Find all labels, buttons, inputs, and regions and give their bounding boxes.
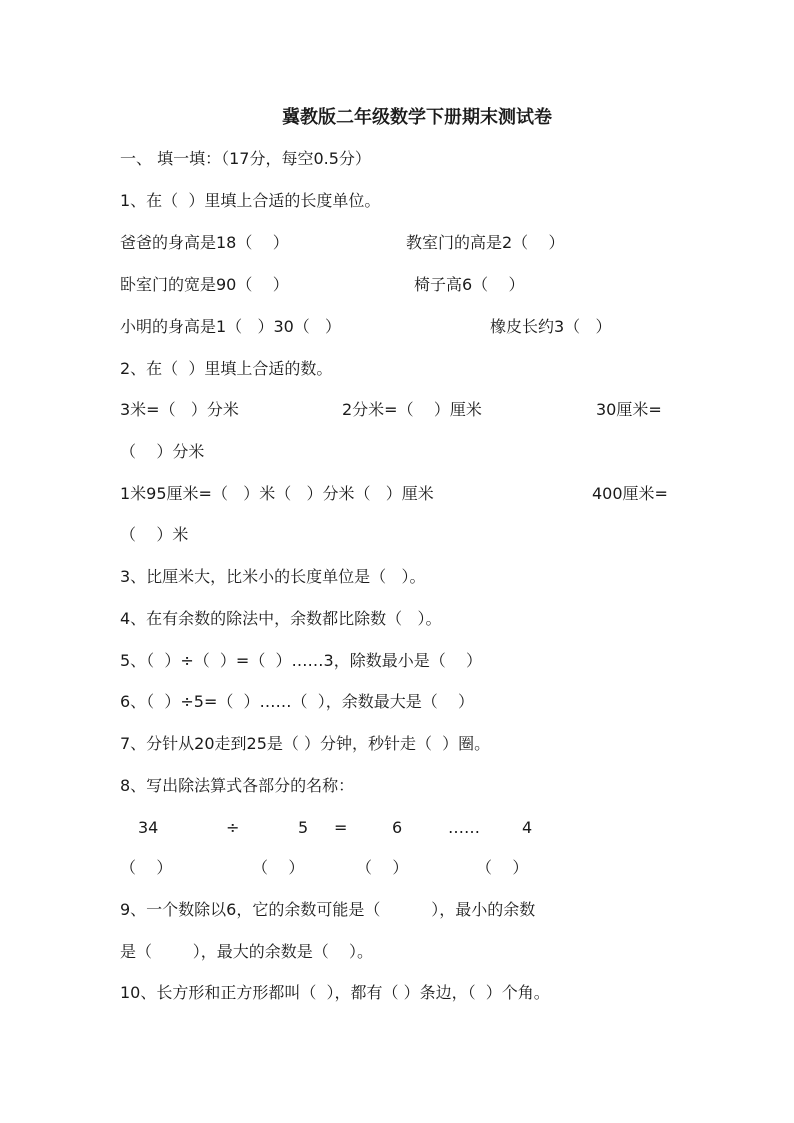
question-6: 6、（ ）÷5=（ ）……（ ），余数最大是（ ） bbox=[120, 692, 475, 711]
q8-equals-sign: = bbox=[334, 818, 348, 837]
q8-quotient: 6 bbox=[392, 818, 403, 837]
q1-item-e: 小明的身高是1（ ）30（ ） bbox=[120, 317, 342, 336]
section-heading: 一、 填一填：（17分，每空0.5分） bbox=[120, 149, 371, 168]
q1-item-a: 爸爸的身高是18（ ） bbox=[120, 233, 289, 252]
question-10: 10、长方形和正方形都叫（ ），都有（ ）条边，（ ）个角。 bbox=[120, 983, 550, 1002]
question-5: 5、（ ）÷（ ）=（ ）……3，除数最小是（ ） bbox=[120, 651, 483, 670]
q2-item-c-cont: （ ）分米 bbox=[120, 442, 205, 461]
question-9-line-1: 9、一个数除以6，它的余数可能是（ ），最小的余数 bbox=[120, 900, 536, 919]
q2-item-e-cont: （ ）米 bbox=[120, 525, 189, 544]
q8-divide-sign: ÷ bbox=[226, 818, 240, 837]
question-3: 3、比厘米大，比米小的长度单位是（ ）。 bbox=[120, 567, 426, 586]
q2-item-c: 30厘米= bbox=[596, 400, 662, 419]
question-7: 7、分针从20走到25是（ ）分钟，秒针走（ ）圈。 bbox=[120, 734, 491, 753]
question-9-line-2: 是（ ），最大的余数是（ ）。 bbox=[120, 942, 374, 961]
q1-item-f: 橡皮长约3（ ） bbox=[490, 317, 612, 336]
q8-remainder: 4 bbox=[522, 818, 533, 837]
q1-item-c: 卧室门的宽是90（ ） bbox=[120, 275, 289, 294]
question-1: 1、在（ ）里填上合适的长度单位。 bbox=[120, 191, 381, 210]
q2-item-b: 2分米=（ ）厘米 bbox=[342, 400, 482, 419]
q8-ellipsis: …… bbox=[448, 818, 480, 837]
q2-item-d: 1米95厘米=（ ）米（ ）分米（ ）厘米 bbox=[120, 484, 434, 503]
q2-item-e: 400厘米= bbox=[592, 484, 668, 503]
q1-item-b: 教室门的高是2（ ） bbox=[406, 233, 565, 252]
question-8: 8、写出除法算式各部分的名称： bbox=[120, 776, 355, 795]
q2-item-a: 3米=（ ）分米 bbox=[120, 400, 239, 419]
q8-dividend: 34 bbox=[138, 818, 159, 837]
q8-divisor: 5 bbox=[298, 818, 309, 837]
q8-blank-2: （ ） bbox=[252, 858, 305, 877]
q8-blank-4: （ ） bbox=[476, 858, 529, 877]
question-2: 2、在（ ）里填上合适的数。 bbox=[120, 359, 333, 378]
q8-blank-1: （ ） bbox=[120, 858, 173, 877]
q1-item-d: 椅子高6（ ） bbox=[414, 275, 525, 294]
question-4: 4、在有余数的除法中，余数都比除数（ ）。 bbox=[120, 609, 442, 628]
q8-blank-3: （ ） bbox=[356, 858, 409, 877]
page-title: 冀教版二年级数学下册期末测试卷 bbox=[282, 107, 552, 128]
